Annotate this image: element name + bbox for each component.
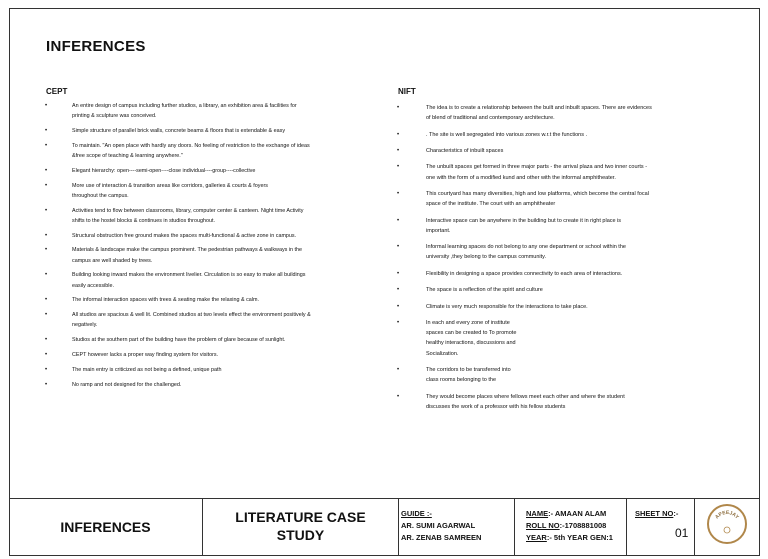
list-item: • Simple structure of parallel brick walls, concrete beams & floors that is extendable & easy bbox=[72, 126, 372, 136]
list-item: healthy interactions, discussions and bbox=[426, 340, 516, 347]
nift-list bbox=[426, 103, 726, 418]
sheet-label: SHEET NO bbox=[635, 509, 674, 518]
footer-literature-cell bbox=[203, 499, 399, 556]
name-label: NAME bbox=[526, 509, 549, 518]
footer-inferences-cell bbox=[9, 499, 203, 556]
name-value: :- AMAAN ALAM bbox=[548, 509, 607, 518]
list-item: • They would become places where fellows meet each other and where the student bbox=[426, 392, 726, 402]
list-item: • An entire design of campus including further studios, a library, an exhibition area & facilities for bbox=[72, 101, 372, 111]
roll-row bbox=[526, 521, 606, 531]
sheet-label-row bbox=[635, 509, 678, 519]
list-item: of blend of traditional and contemporary architecture. bbox=[426, 115, 555, 122]
list-item: • No ramp and not designed for the challenged. bbox=[72, 380, 372, 390]
footer-sheet-cell bbox=[627, 499, 695, 556]
roll-value: :-1708881008 bbox=[559, 521, 607, 530]
list-item: • . The site is well segregated into various zones w.r.t the functions . bbox=[426, 130, 726, 140]
list-item: • Building looking inward makes the environment livelier. Circulation is so easy to make all buildings bbox=[72, 270, 372, 280]
list-item: • The unbuilt spaces get formed in three major parts - the arrival plaza and two inner courts - bbox=[426, 162, 726, 172]
list-item: • More use of interaction & transition areas like corridors, galleries & courts & foyers bbox=[72, 181, 372, 191]
list-item: • Elegant hierarchy: open----semi-open----close individual----group----collective bbox=[72, 166, 372, 176]
title-block bbox=[9, 498, 760, 556]
list-item: • Climate is very much responsible for the interactions to take place. bbox=[426, 302, 726, 312]
page-title: INFERENCES bbox=[46, 38, 146, 55]
list-item: discusses the work of a professor with his fellow students bbox=[426, 403, 566, 410]
guide-label: GUIDE :- bbox=[401, 509, 432, 518]
list-item: • Flexibility in designing a space provides connectivity to each area of interactions. bbox=[426, 269, 726, 279]
list-item: throughout the campus. bbox=[72, 192, 129, 199]
year-value: :- 5th YEAR GEN:1 bbox=[546, 533, 613, 542]
list-item: • Activities tend to flow between classrooms, library, computer center & canteen. Night time Activity bbox=[72, 206, 372, 216]
list-item: • Informal learning spaces do not belong to any one department or school within the bbox=[426, 242, 726, 252]
list-item: negatively. bbox=[72, 322, 98, 329]
list-item: important. bbox=[426, 227, 451, 234]
guide-name-2: AR. ZENAB SAMREEN bbox=[401, 533, 482, 542]
guide-name-1: AR. SUMI AGARWAL bbox=[401, 521, 476, 530]
sheet-number: 01 bbox=[675, 526, 689, 540]
list-item: spaces can be created to To promote bbox=[426, 330, 517, 337]
list-item: • CEPT however lacks a proper way finding system for visitors. bbox=[72, 350, 372, 360]
logo-text: APEEJAY bbox=[714, 509, 740, 521]
list-item: easily accessible. bbox=[72, 282, 114, 289]
footer-guide-cell bbox=[399, 499, 515, 556]
list-item: campus are well shaded by trees. bbox=[72, 257, 153, 264]
list-item: class rooms belonging to the bbox=[426, 377, 497, 384]
nift-heading: NIFT bbox=[398, 87, 416, 96]
footer-logo-cell bbox=[695, 499, 760, 556]
list-item: • In each and every zone of institute bbox=[426, 318, 726, 328]
list-item: • This courtyard has many diversities, high and low platforms, which become the central focal bbox=[426, 189, 726, 199]
year-row bbox=[526, 533, 613, 543]
year-label: YEAR bbox=[526, 533, 547, 542]
footer-student-cell bbox=[515, 499, 627, 556]
list-item: • Studios at the southern part of the building have the problem of glare because of sunlight. bbox=[72, 335, 372, 345]
list-item: space of the institute. The court with an amphitheater bbox=[426, 201, 556, 208]
list-item: Socialization. bbox=[426, 350, 459, 357]
list-item: • The main entry is criticized as not being a defined, unique path bbox=[72, 365, 372, 375]
list-item: • The idea is to create a relationship between the built and inbuilt spaces. There are evidences bbox=[426, 103, 726, 113]
list-item: &free scope of teaching & learning anywhere." bbox=[72, 153, 183, 159]
list-item: • Characteristics of inbuilt spaces bbox=[426, 146, 726, 156]
list-item: printing & sculpture was conceived. bbox=[72, 113, 157, 120]
cept-heading: CEPT bbox=[46, 87, 68, 96]
list-item: • All studios are spacious & well lit. Combined studios at two levels effect the environment positively & bbox=[72, 310, 372, 320]
list-item: • To maintain. "An open place with hardly any doors. No feeling of restriction to the exchange of ideas bbox=[72, 141, 372, 151]
list-item: • The informal interaction spaces with trees & seating make the relaxing & calm. bbox=[72, 295, 372, 305]
sheet-suffix: :- bbox=[673, 509, 679, 518]
list-item: university ,they belong to the campus community. bbox=[426, 254, 547, 261]
institute-logo bbox=[707, 504, 747, 544]
footer-center-title bbox=[203, 508, 398, 544]
list-item: • The space is a reflection of the spirit and culture bbox=[426, 285, 726, 295]
list-item: one with the form of a modified kund and other with the informal amphitheater. bbox=[426, 174, 616, 181]
footer-left-title: INFERENCES bbox=[60, 519, 151, 535]
list-item: shifts to the hostel blocks & continues in studios throughout. bbox=[72, 217, 215, 224]
name-row bbox=[526, 509, 606, 519]
list-item: • The corridors to be transferred into bbox=[426, 365, 726, 375]
cept-list bbox=[72, 101, 372, 394]
list-item: • Structural obstruction free ground makes the spaces multi-functional & active zone in campus. bbox=[72, 231, 372, 241]
roll-label: ROLL NO bbox=[526, 521, 560, 530]
svg-text:APEEJAY bbox=[714, 510, 740, 521]
list-item: • Materials & landscape make the campus prominent. The pedestrian pathways & walkways in the bbox=[72, 245, 372, 255]
footer-center-title-line1: LITERATURE CASE bbox=[235, 509, 366, 525]
list-item: • Interactive space can be anywhere in the building but to create it in right place is bbox=[426, 216, 726, 226]
footer-center-title-line2: STUDY bbox=[276, 527, 325, 543]
